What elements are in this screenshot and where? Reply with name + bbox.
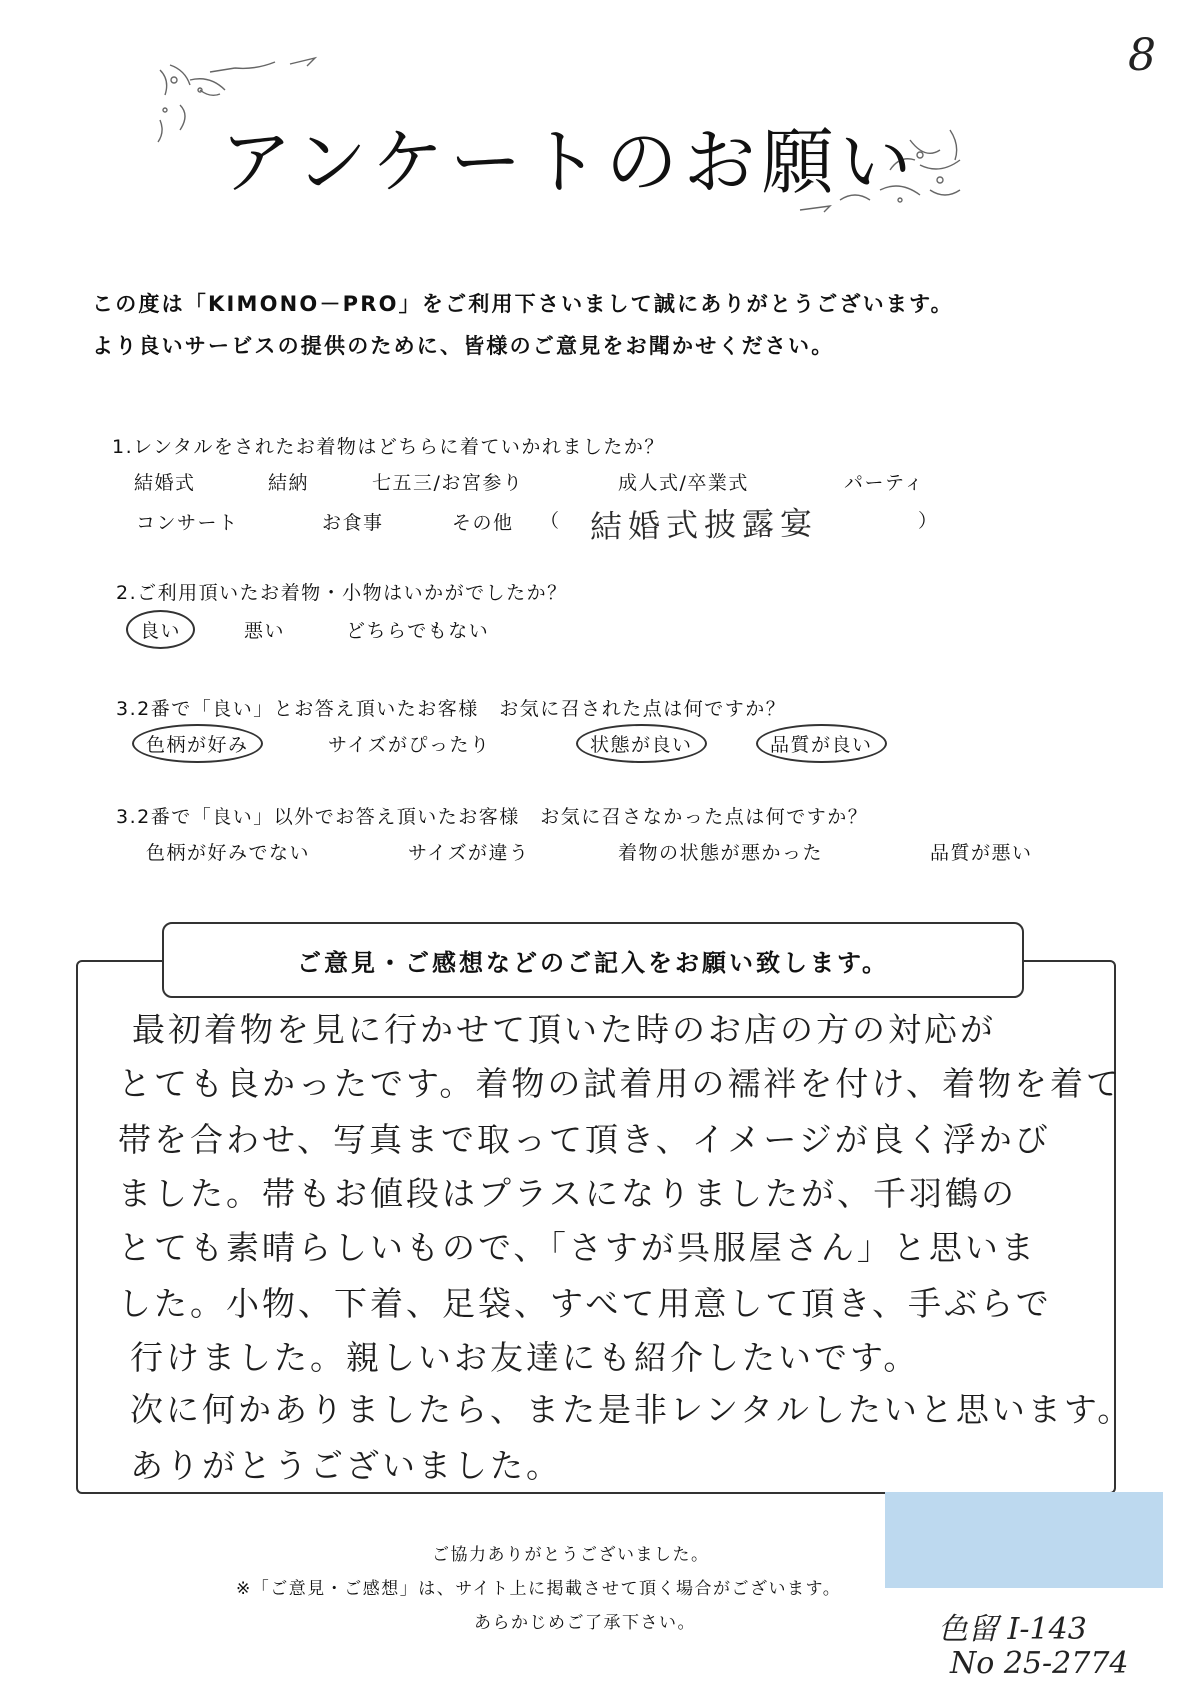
comment-line: 行けました。親しいお友達にも紹介したいです。 (130, 1338, 920, 1377)
q3-option-pattern[interactable]: 色柄が好み (132, 724, 263, 763)
question-2: 2.ご利用頂いたお着物・小物はいかがでしたか？ (116, 582, 568, 604)
comment-line: 次に何かありましたら、また是非レンタルしたいと思います。 (130, 1390, 1134, 1429)
page-title: アンケートのお願い (220, 120, 918, 204)
comment-header: ご意見・ご感想などのご記入をお願い致します。 (162, 922, 1024, 998)
comment-line: ありがとうございました。 (130, 1446, 562, 1485)
q3-option-condition[interactable]: 状態が良い (576, 724, 707, 763)
q4-option-quality[interactable]: 品質が悪い (930, 842, 1033, 864)
comment-line: とても素晴らしいもので、「さすが呉服屋さん」と思いま (118, 1228, 1037, 1267)
q2-option-bad[interactable]: 悪い (244, 620, 286, 642)
q1-option-wedding[interactable]: 結婚式 (134, 472, 196, 494)
q1-option-party[interactable]: パーティ (844, 472, 925, 494)
comment-line: ました。帯もお値段はプラスになりましたが、千羽鶴の (118, 1174, 1018, 1213)
intro-line-2: より良いサービスの提供のために、皆様のご意見をお聞かせください。 (92, 334, 835, 358)
question-1: 1.レンタルをされたお着物はどちらに着ていかれましたか？ (112, 436, 665, 458)
question-3: 3.2番で「良い」とお答え頂いたお客様 お気に召された点は何ですか？ (116, 698, 787, 720)
q1-other-paren-open: （ (540, 510, 561, 532)
margin-note-ref: 色留 I-143 (938, 1612, 1087, 1647)
page-number: 8 (1128, 30, 1156, 81)
comment-line: 最初着物を見に行かせて頂いた時のお店の方の対応が (132, 1010, 996, 1049)
q1-option-concert[interactable]: コンサート (136, 512, 239, 534)
q1-option-shichigosan[interactable]: 七五三/お宮参り (372, 472, 524, 494)
comment-line: 帯を合わせ、写真まで取って頂き、イメージが良く浮かび (118, 1120, 1051, 1159)
intro-line-1: この度は「KIMONO－PRO」をご利用下さいまして誠にありがとうございます。 (92, 292, 954, 316)
question-4: 3.2番で「良い」以外でお答え頂いたお客様 お気に召さなかった点は何ですか？ (116, 806, 869, 828)
q1-option-coming-of-age[interactable]: 成人式/卒業式 (618, 472, 749, 494)
footer-note-2: あらかじめご了承下さい。 (474, 1613, 696, 1633)
q1-other-paren-close: ） (918, 510, 939, 532)
q2-option-good[interactable]: 良い (126, 610, 195, 649)
q1-option-other[interactable]: その他 (452, 512, 514, 534)
q3-option-quality[interactable]: 品質が良い (756, 724, 887, 763)
footer-note: ※「ご意見・ご感想」は、サイト上に掲載させて頂く場合がございます。 (236, 1579, 842, 1599)
q1-option-engagement[interactable]: 結納 (268, 472, 310, 494)
redacted-name (885, 1492, 1163, 1588)
q4-option-condition[interactable]: 着物の状態が悪かった (618, 842, 824, 864)
q4-option-pattern[interactable]: 色柄が好みでない (146, 842, 311, 864)
q1-other-answer[interactable]: 結婚式披露宴 (589, 504, 819, 546)
q4-option-size[interactable]: サイズが違う (408, 842, 530, 864)
q2-option-neither[interactable]: どちらでもない (346, 620, 490, 642)
comment-line: とても良かったです。着物の試着用の襦袢を付け、着物を着て (118, 1064, 1123, 1103)
margin-note-number: No 25-2774 (950, 1646, 1129, 1681)
q1-option-dining[interactable]: お食事 (322, 512, 384, 534)
comment-line: した。小物、下着、足袋、すべて用意して頂き、手ぶらで (118, 1284, 1052, 1323)
q3-option-size[interactable]: サイズがぴったり (328, 734, 491, 756)
footer-thanks: ご協力ありがとうございました。 (432, 1545, 710, 1565)
